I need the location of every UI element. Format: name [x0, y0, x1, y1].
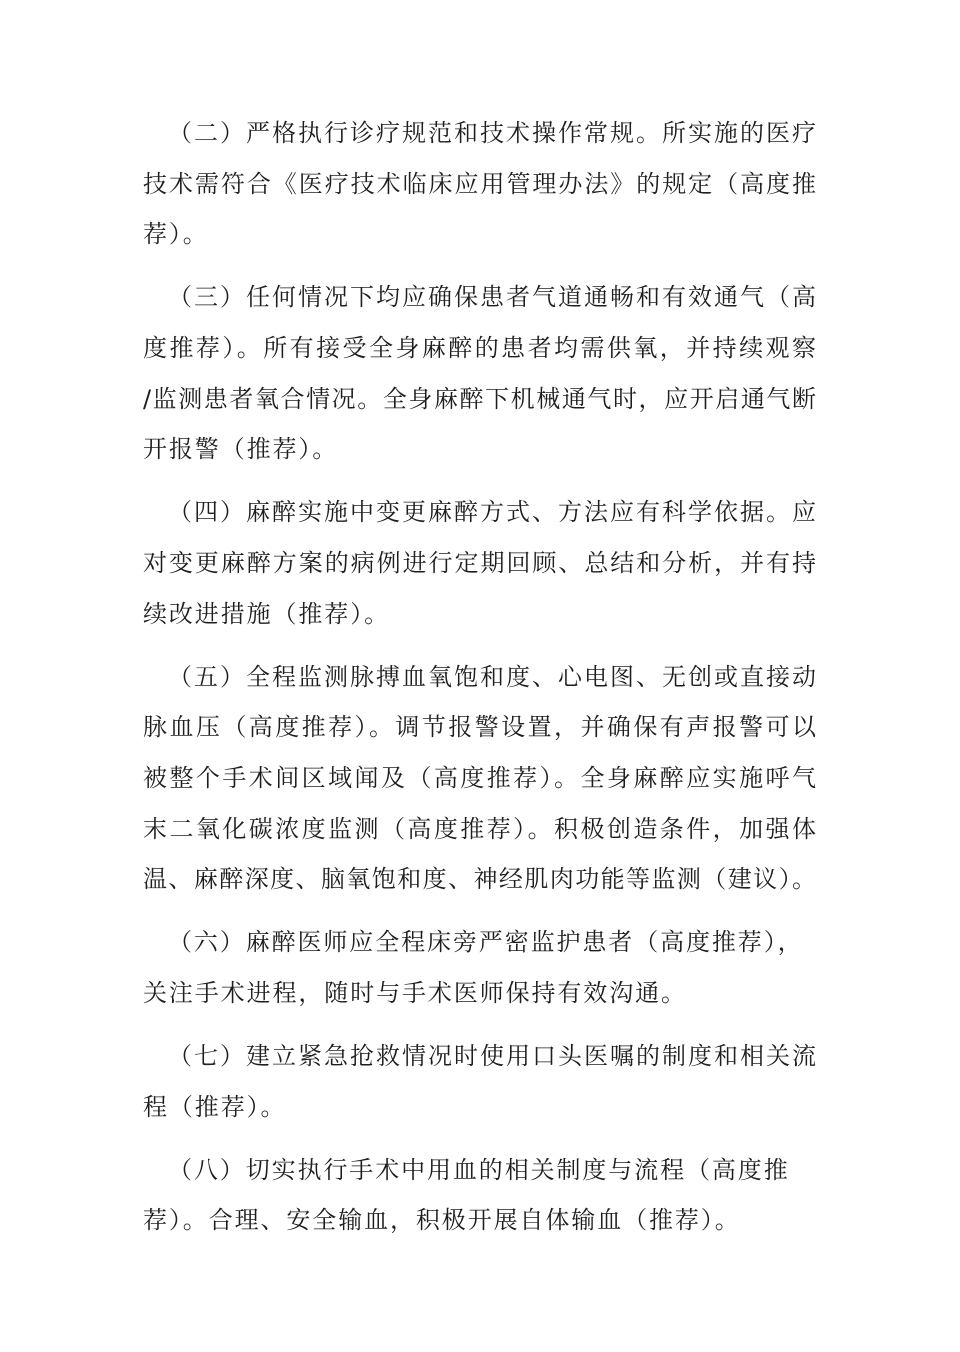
paragraph-line: （三）任何情况下均应确保患者气道通畅和有效通气（高	[168, 283, 817, 312]
paragraph-line: （四）麻醉实施中变更麻醉方式、方法应有科学依据。应	[168, 498, 817, 527]
paragraph-line: （二）严格执行诊疗规范和技术操作常规。所实施的医疗	[168, 119, 817, 147]
paragraph-item-7	[143, 1031, 817, 1132]
paragraph-line: 程（推荐）。	[143, 1092, 287, 1121]
document-body	[143, 108, 817, 1259]
paragraph-line: 荐）。合理、安全输血，积极开展自体输血（推荐）。	[143, 1206, 741, 1235]
paragraph-item-2	[143, 108, 817, 260]
paragraph-item-8	[143, 1145, 817, 1246]
paragraph-item-5	[143, 652, 817, 905]
paragraph-line: 续改进措施（推荐）。	[143, 599, 390, 628]
paragraph-line: 温、麻醉深度、脑氧饱和度、神经肌肉功能等监测（建议）。	[143, 865, 817, 894]
paragraph-line: 脉血压（高度推荐）。调节报警设置，并确保有声报警可以	[143, 713, 817, 742]
paragraph-line: （八）切实执行手术中用血的相关制度与流程（高度推	[168, 1155, 790, 1184]
paragraph-line: 关注手术进程，随时与手术医师保持有效沟通。	[143, 978, 687, 1007]
paragraph-item-6	[143, 917, 817, 1018]
paragraph-line: 开报警（推荐）。	[143, 435, 339, 464]
paragraph-line: （五）全程监测脉搏血氧饱和度、心电图、无创或直接动	[168, 662, 817, 691]
paragraph-line: 对变更麻醉方案的病例进行定期回顾、总结和分析，并有持	[143, 548, 817, 577]
paragraph-item-4	[143, 487, 817, 639]
paragraph-line: （七）建立紧急抢救情况时使用口头医嘱的制度和相关流	[168, 1042, 817, 1071]
paragraph-line: 荐）。	[143, 220, 209, 249]
paragraph-line: 度推荐）。所有接受全身麻醉的患者均需供氧，并持续观察	[143, 333, 817, 362]
paragraph-item-3	[143, 272, 817, 474]
paragraph-line: 技术需符合《医疗技术临床应用管理办法》的规定（高度推	[143, 169, 817, 198]
paragraph-line: （六）麻醉医师应全程床旁严密监护患者（高度推荐），	[168, 928, 804, 957]
paragraph-line: /监测患者氧合情况。全身麻醉下机械通气时，应开启通气断	[143, 384, 817, 413]
paragraph-line: 末二氧化碳浓度监测（高度推荐）。积极创造条件，加强体	[143, 814, 817, 843]
paragraph-line: 被整个手术间区域闻及（高度推荐）。全身麻醉应实施呼气	[143, 763, 817, 792]
